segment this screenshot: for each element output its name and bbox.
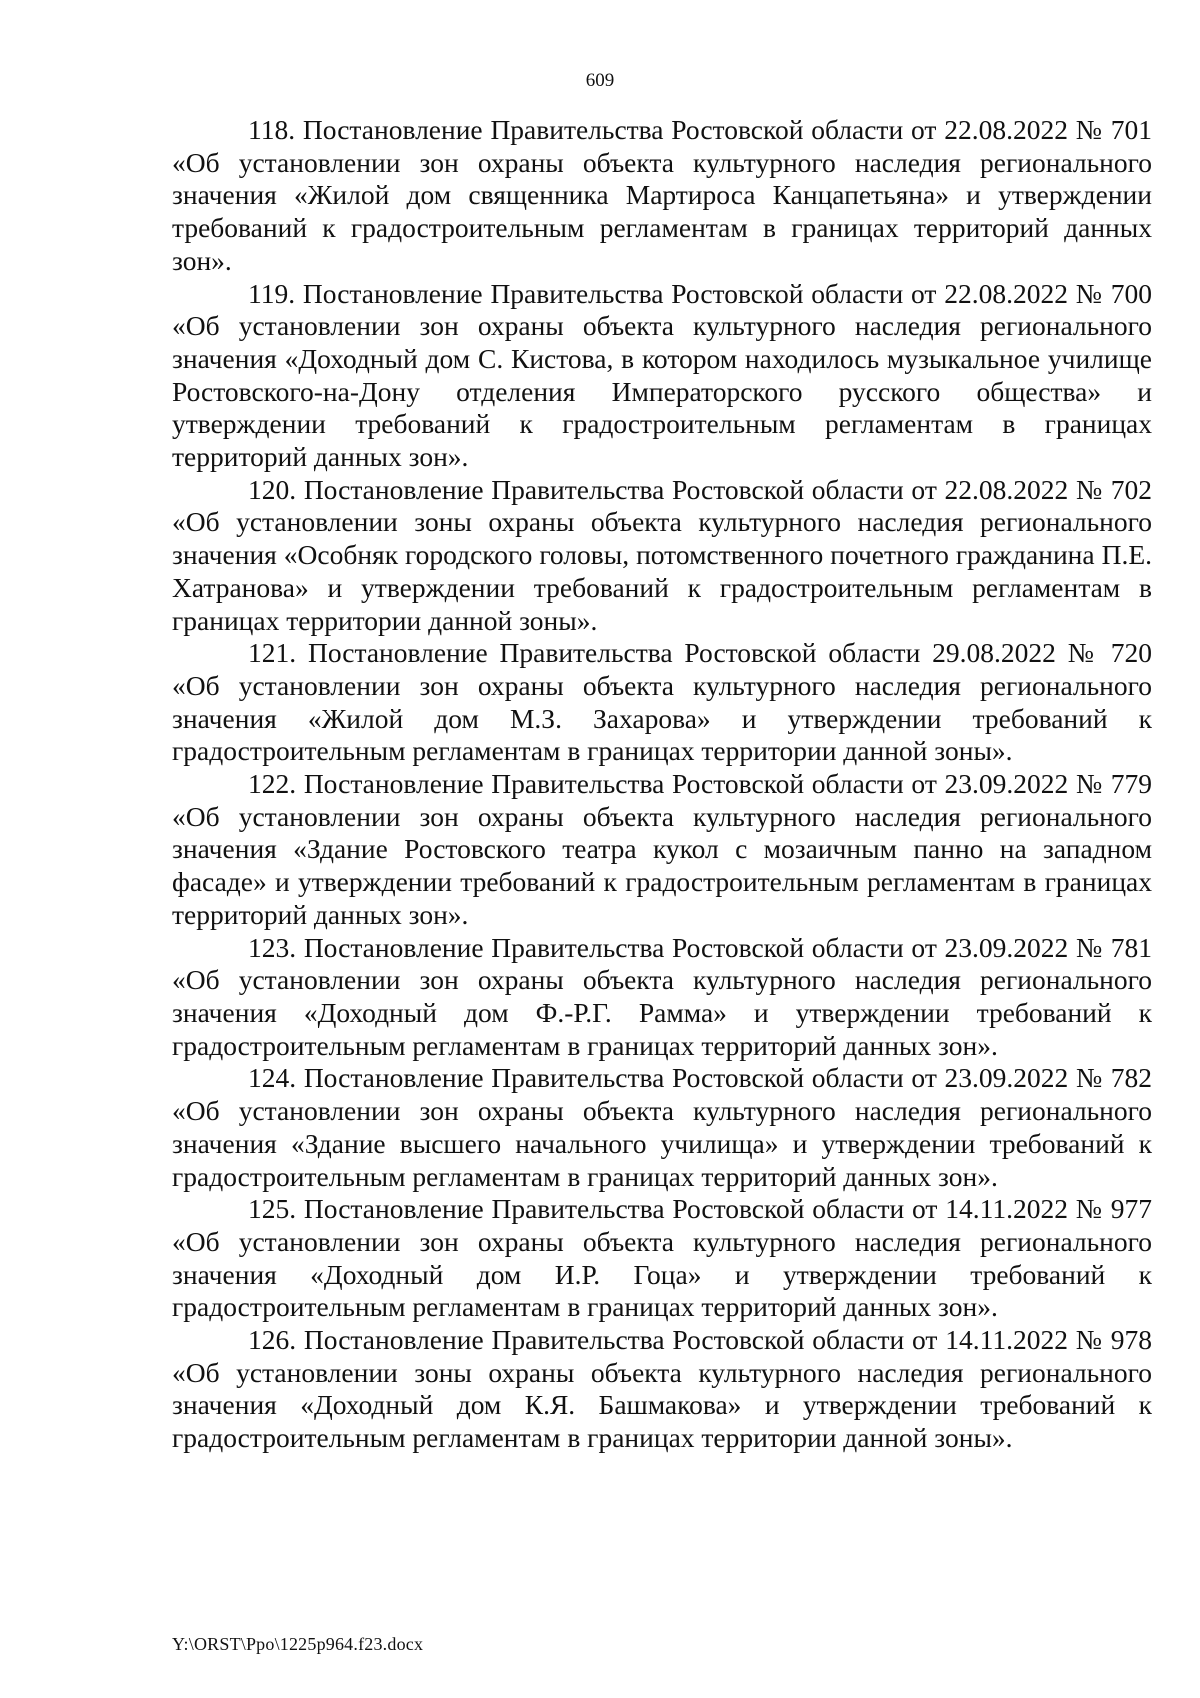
list-item: 123. Постановление Правительства Ростовской области от 23.09.2022 № 781 «Об установлении зон охраны объекта культурного наследия регионального значения «Доходный дом Ф.-Р.Г. Рамма» и утверждении требований к градостроительным регламентам в границах территорий данных зон». (172, 931, 1152, 1061)
document-body (172, 114, 1152, 1455)
list-item: 119. Постановление Правительства Ростовской области от 22.08.2022 № 700 «Об установлении зон охраны объекта культурного наследия регионального значения «Доходный дом С. Кистова, в котором находилось музыкальное училище Ростовского-на-Дону отделения Императорского русского общества» и утверждении требований к градостроительным регламентам в границах территорий данных зон». (172, 277, 1152, 473)
list-item: 126. Постановление Правительства Ростовской области от 14.11.2022 № 978 «Об установлении зоны охраны объекта культурного наследия регионального значения «Доходный дом К.Я. Башмакова» и утверждении требований к градостроительным регламентам в границах территории данной зоны». (172, 1324, 1152, 1454)
list-item: 121. Постановление Правительства Ростовской области 29.08.2022 № 720 «Об установлении зон охраны объекта культурного наследия регионального значения «Жилой дом М.З. Захарова» и утверждении требований к градостроительным регламентам в границах территории данной зоны». (172, 637, 1152, 767)
list-item: 122. Постановление Правительства Ростовской области от 23.09.2022 № 779 «Об установлении зон охраны объекта культурного наследия регионального значения «Здание Ростовского театра кукол с мозаичным панно на западном фасаде» и утверждении требований к градостроительным регламентам в границах территорий данных зон». (172, 768, 1152, 930)
list-item: 120. Постановление Правительства Ростовской области от 22.08.2022 № 702 «Об установлении зоны охраны объекта культурного наследия регионального значения «Особняк городского головы, потомственного почетного гражданина П.Е. Хатранова» и утверждении требований к градостроительным регламентам в границах территории данной зоны». (172, 473, 1152, 636)
file-path-footer: Y:\ORST\Ppo\1225p964.f23.docx (172, 1634, 424, 1654)
list-item: 118. Постановление Правительства Ростовской области от 22.08.2022 № 701 «Об установлении зон охраны объекта культурного наследия регионального значения «Жилой дом священника Мартироса Канцапетьяна» и утверждении требований к градостроительным регламентам в границах территорий данных зон». (172, 114, 1152, 276)
list-item: 125. Постановление Правительства Ростовской области от 14.11.2022 № 977 «Об установлении зон охраны объекта культурного наследия регионального значения «Доходный дом И.Р. Гоца» и утверждении требований к градостроительным регламентам в границах территорий данных зон». (172, 1193, 1152, 1323)
page-number: 609 (585, 70, 615, 91)
list-item: 124. Постановление Правительства Ростовской области от 23.09.2022 № 782 «Об установлении зон охраны объекта культурного наследия регионального значения «Здание высшего начального училища» и утверждении требований к градостроительным регламентам в границах территорий данных зон». (172, 1062, 1152, 1192)
